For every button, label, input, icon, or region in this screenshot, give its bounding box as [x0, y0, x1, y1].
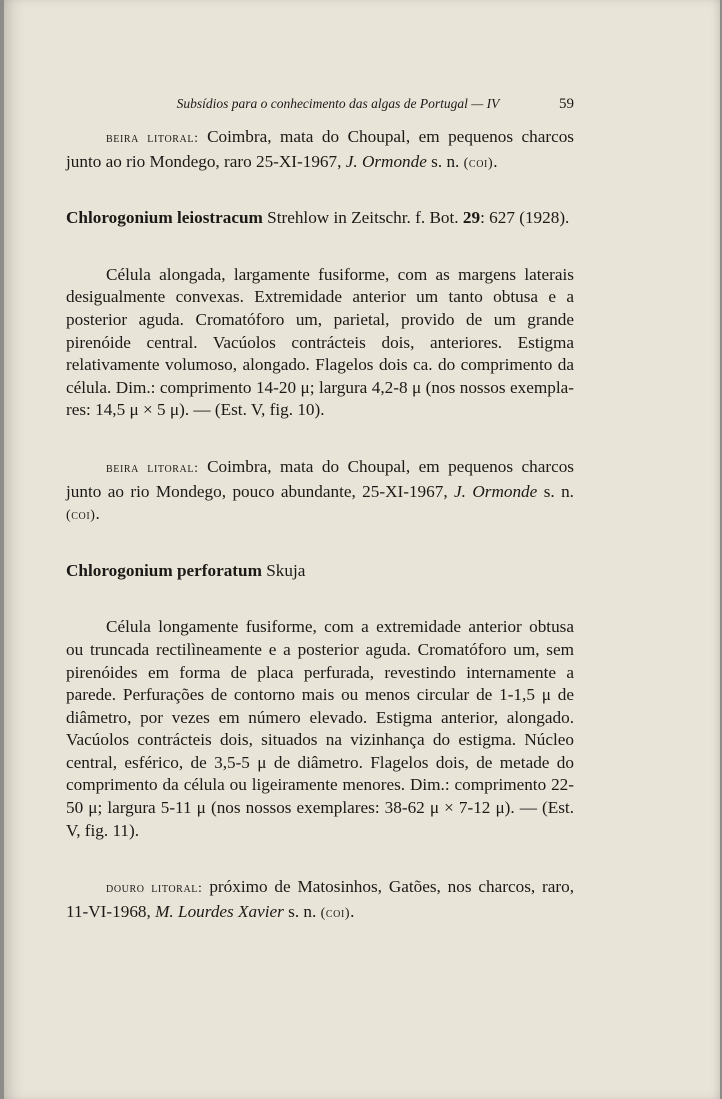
page-header [66, 96, 574, 118]
herbarium-code: (coi) [320, 905, 351, 921]
taxon-pages: : 627 (1928). [480, 208, 570, 228]
taxon-volume: 29 [462, 208, 481, 228]
locality-text: Coimbra, mata do Choupal, em pequenos charcos junto ao rio Mondego, raro 25-XI-1967, [66, 127, 574, 171]
taxon-name: Chlorogonium perforatum [66, 560, 262, 580]
locality-text: próximo de Matosinhos, Gatões, nos charcos, raro, 11-VI-1968, [66, 877, 574, 921]
herbarium-code: (coi) [463, 155, 494, 171]
locality-text: Coimbra, mata do Choupal, em pequenos charcos junto ao rio Mondego, pouco abundante, 25-XI-1967, [66, 456, 574, 501]
description-paragraph: Célula alongada, largamente fusiforme, com as margens laterais desigualmente convexas. Extremidade anterior um tanto obtusa e a posterior aguda. Cromatóforo um, parietal, provido de um grande pirenóide central. Vacúolos contrácteis dois, anteriores. Estigma relativamente volumoso, alongado. Flagelos dois ca. do comprimento da célula. Dim.: comprimento 14-20 μ; largura 4,2-8 μ (nos nossos exemplares: 14,5 μ × 5 μ). — (Est. V, fig. 10). [66, 264, 574, 420]
taxon-heading [66, 207, 574, 230]
locality-paragraph: douro litoral: próximo de Matosinhos, Gatões, nos charcos, raro, 11-VI-1968, M. Lourdes Xavier s. n. (coi). [66, 877, 574, 921]
book-page [4, 0, 720, 1099]
locality-paragraph: beira litoral: Coimbra, mata do Choupal, em pequenos charcos junto ao rio Mondego, pouco abundante, 25-XI-1967, J. Ormonde s. n. (coi). [66, 456, 574, 524]
description-paragraph: Célula longamente fusiforme, com a extremidade anterior obtusa ou truncada rectilìneamente e a posterior aguda. Cromatóforo um, sem pirenóides em forma de placa perfurada, revestindo internamente a parede. Perfurações de contorno mais ou menos circular de 1-1,5 μ de diâmetro, por vezes em número elevado. Estigma anterior, alongado. Vacúolos contrácteis dois, situados na vizinhança do estigma. Núcleo central, esférico, de 3,5-5 μ de diâmetro. Flagelos dois, de metade do comprimento da célula ou ligeiramente menores. Dim.: comprimento 22-50 μ; largura 5-11 μ (nos nossos exemplares: 38-62 μ × 7-12 μ). — (Est. V, fig. 11). [66, 617, 574, 840]
region-label: douro litoral: [106, 881, 203, 897]
taxon-authority: Strehlow in Zeitschr. f. Bot. [262, 208, 463, 228]
collector-name: M. Lourdes Xavier [155, 901, 284, 921]
page-number: 59 [559, 96, 574, 112]
region-label: beira litoral: [106, 460, 199, 476]
page-content [66, 96, 574, 925]
taxon-authority: Skuja [261, 560, 306, 580]
taxon-name: Chlorogonium leiostracum [66, 208, 263, 228]
taxon-heading [66, 560, 574, 583]
locality-text: s. n. [426, 151, 464, 171]
locality-text: s. n. [537, 481, 574, 501]
region-label: beira litoral: [106, 131, 199, 146]
herbarium-code: (coi) [66, 508, 96, 524]
running-title: Subsídios para o conhecimento das algas de Portugal — IV [176, 96, 500, 111]
collector-name: J. Ormonde [345, 151, 427, 171]
collector-name: J. Ormonde [454, 481, 538, 501]
locality-text: s. n. [283, 901, 321, 921]
locality-paragraph: beira litoral: Coimbra, mata do Choupal, em pequenos charcos junto ao rio Mondego, raro 25-XI-1967, J. Ormonde s. n. (coi). [66, 127, 574, 171]
